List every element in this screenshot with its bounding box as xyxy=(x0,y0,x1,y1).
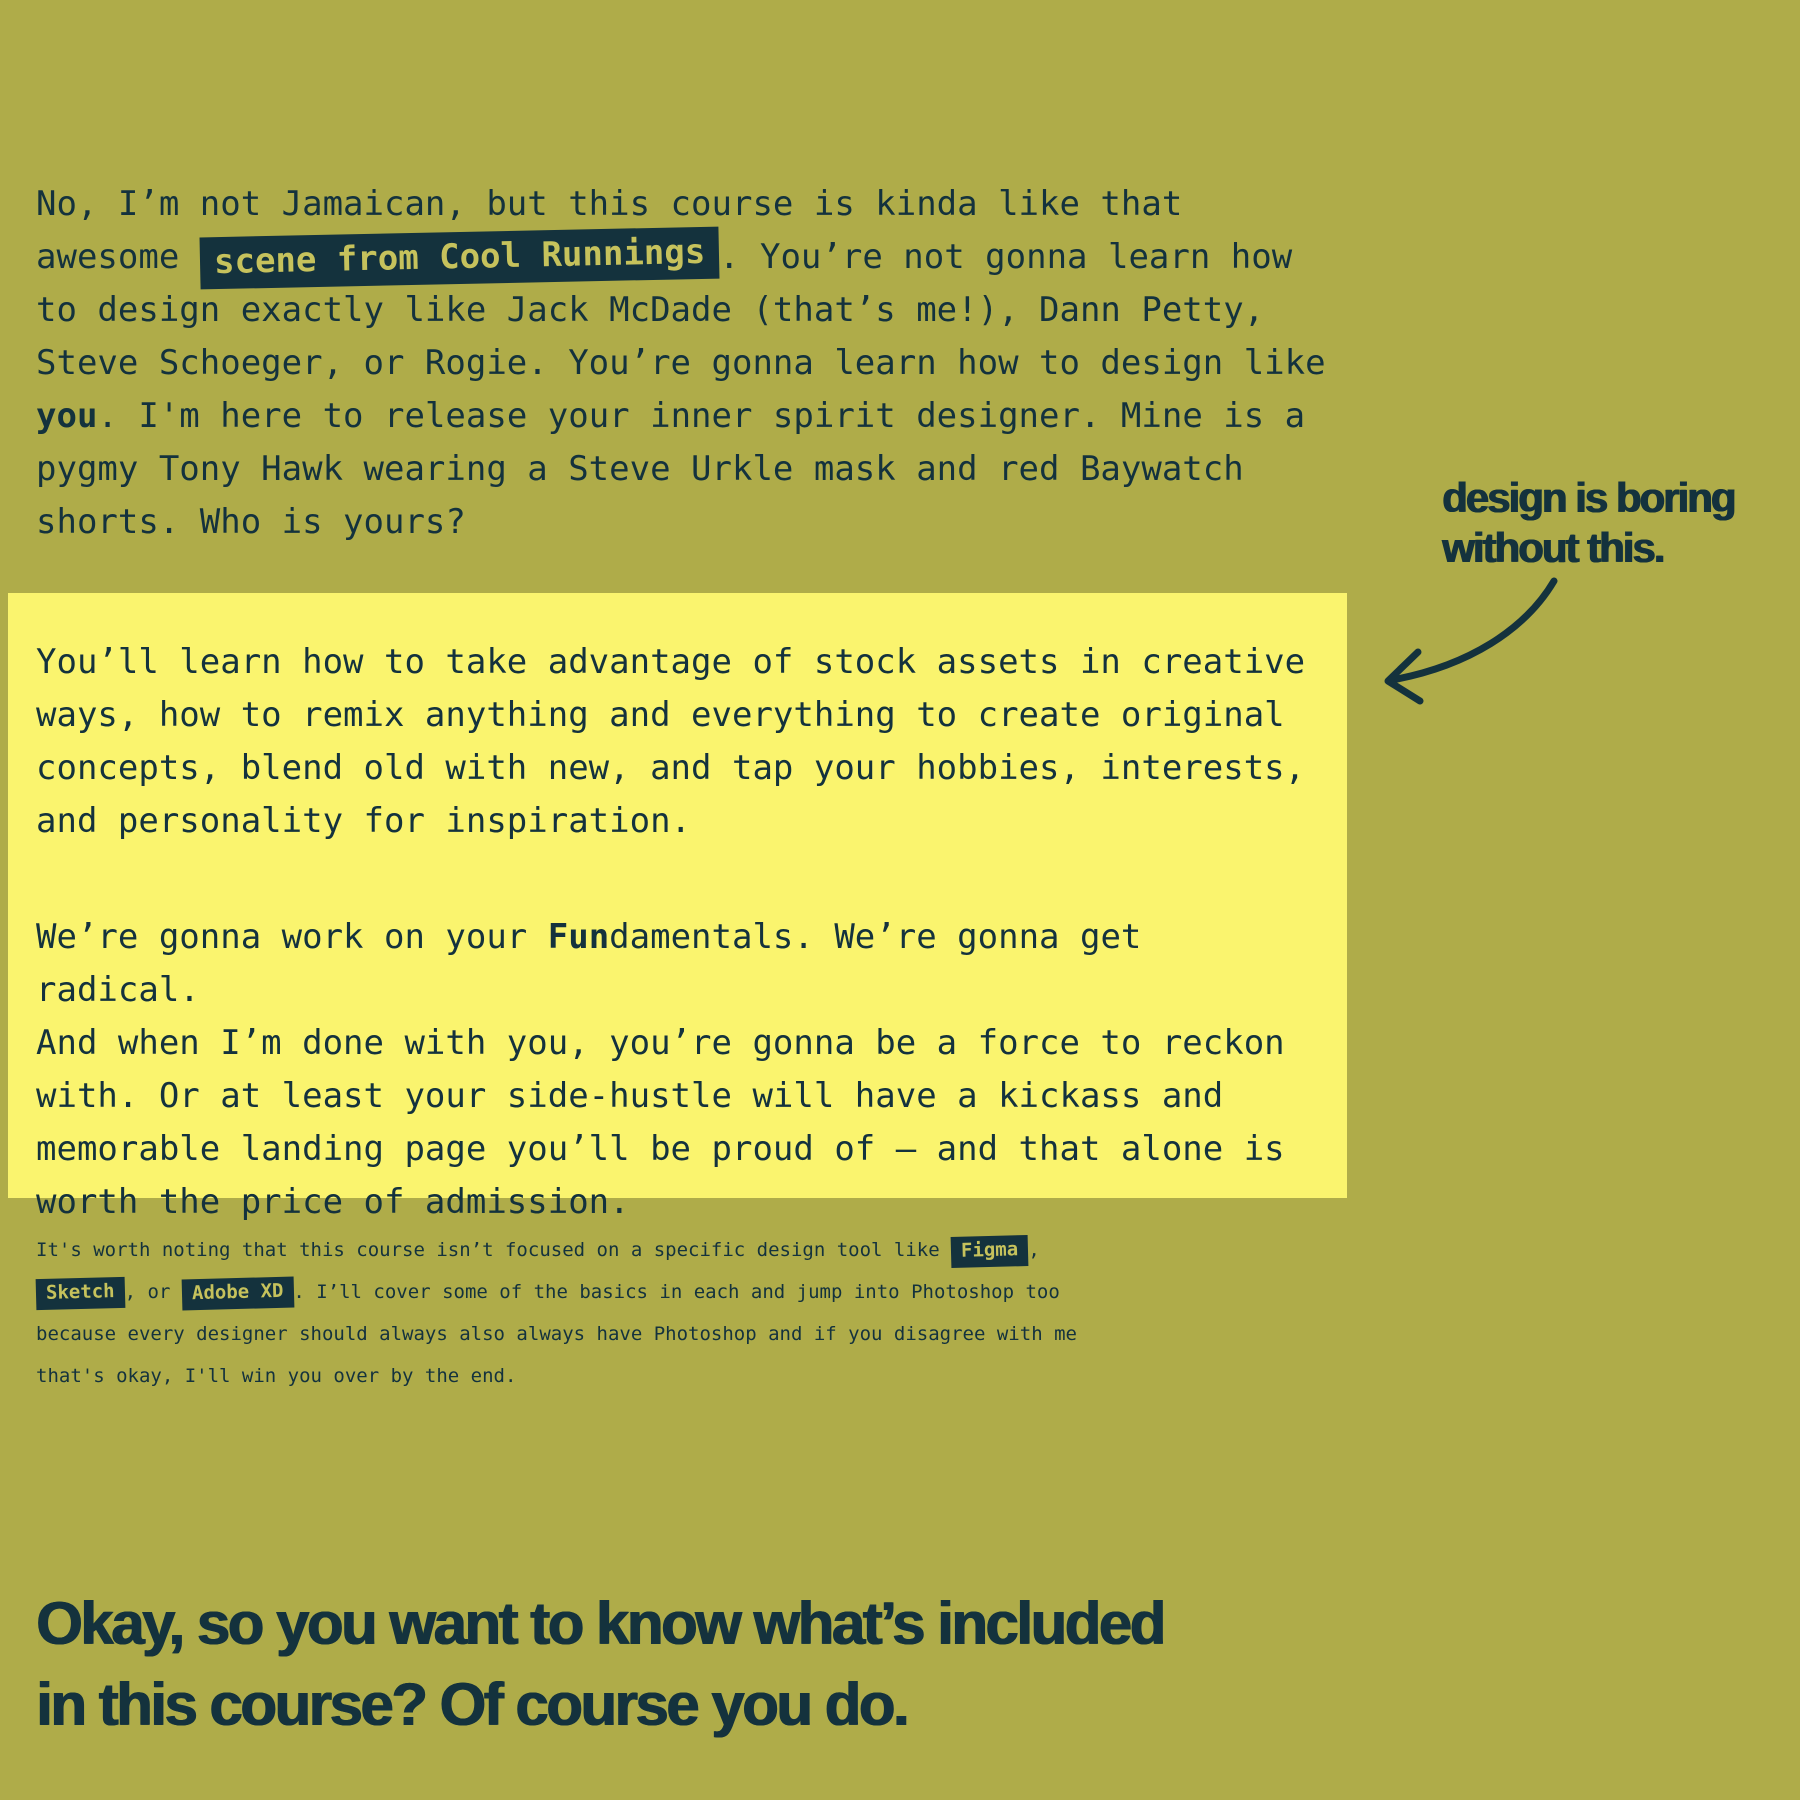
text-run: concepts, blend old with new, and tap your hobbies, interests, xyxy=(36,748,1306,788)
text-run: to design exactly like Jack McDade (that’s me!), Dann Petty, xyxy=(36,290,1265,331)
text-run: without this. xyxy=(1442,524,1664,571)
cool-runnings-link[interactable]: scene from Cool Runnings xyxy=(199,227,719,290)
text-run: in this course? Of course you do. xyxy=(36,1671,907,1738)
text-run: damentals. We’re gonna get radical. xyxy=(36,917,1142,1010)
figma-link[interactable]: Figma xyxy=(951,1235,1029,1268)
text-run: , xyxy=(1028,1239,1040,1261)
tools-note-paragraph xyxy=(36,1229,1186,1397)
text-run: that's okay, I'll win you over by the end. xyxy=(36,1365,517,1387)
text-run: , or xyxy=(124,1281,182,1303)
text-run: and personality for inspiration. xyxy=(36,801,692,841)
text-run: Fun xyxy=(547,917,610,957)
text-run: with. Or at least your side-hustle will have a kickass and xyxy=(36,1076,1224,1116)
text-run: worth the price of admission. xyxy=(36,1182,630,1222)
text-run: you xyxy=(36,396,98,437)
text-run: We’re gonna work on your xyxy=(36,917,548,957)
intro-paragraph xyxy=(36,178,1376,549)
text-run: No, I’m not Jamaican, but this course is kinda like that xyxy=(36,184,1183,224)
text-run: design is boring xyxy=(1442,474,1735,521)
curved-arrow-icon xyxy=(1330,555,1590,715)
text-run: pygmy Tony Hawk wearing a Steve Urkle mask and red Baywatch xyxy=(36,449,1244,490)
text-run: . I’ll cover some of the basics in each and jump into Photoshop too xyxy=(293,1281,1060,1303)
text-run: memorable landing page you’ll be proud of — and that alone is xyxy=(36,1129,1285,1169)
adobe-xd-link[interactable]: Adobe XD xyxy=(181,1277,293,1311)
text-run: It's worth noting that this course isn’t focused on a specific design tool like xyxy=(36,1239,952,1261)
text-run: . You’re not gonna learn how xyxy=(719,237,1293,277)
text-run: shorts. Who is yours? xyxy=(36,502,466,543)
text-run: . I'm here to release your inner spirit designer. Mine is a xyxy=(97,396,1306,437)
highlight-paragraph-2 xyxy=(36,911,1319,1229)
highlight-box xyxy=(8,593,1347,1222)
text-run: And when I’m done with you, you’re gonna be a force to reckon xyxy=(36,1023,1285,1063)
text-run: because every designer should always also always have Photoshop and if you disagree with me xyxy=(36,1323,1077,1345)
sketch-link[interactable]: Sketch xyxy=(36,1277,125,1310)
text-run: Okay, so you want to know what’s included xyxy=(36,1590,1164,1657)
highlight-paragraph-1 xyxy=(36,636,1319,848)
text-run: Steve Schoeger, or Rogie. You’re gonna learn how to design like xyxy=(36,343,1326,384)
text-run: You’ll learn how to take advantage of stock assets in creative xyxy=(36,642,1306,682)
text-run: awesome xyxy=(36,237,200,277)
section-heading xyxy=(36,1583,1436,1745)
text-run: ways, how to remix anything and everything to create original xyxy=(36,695,1285,735)
